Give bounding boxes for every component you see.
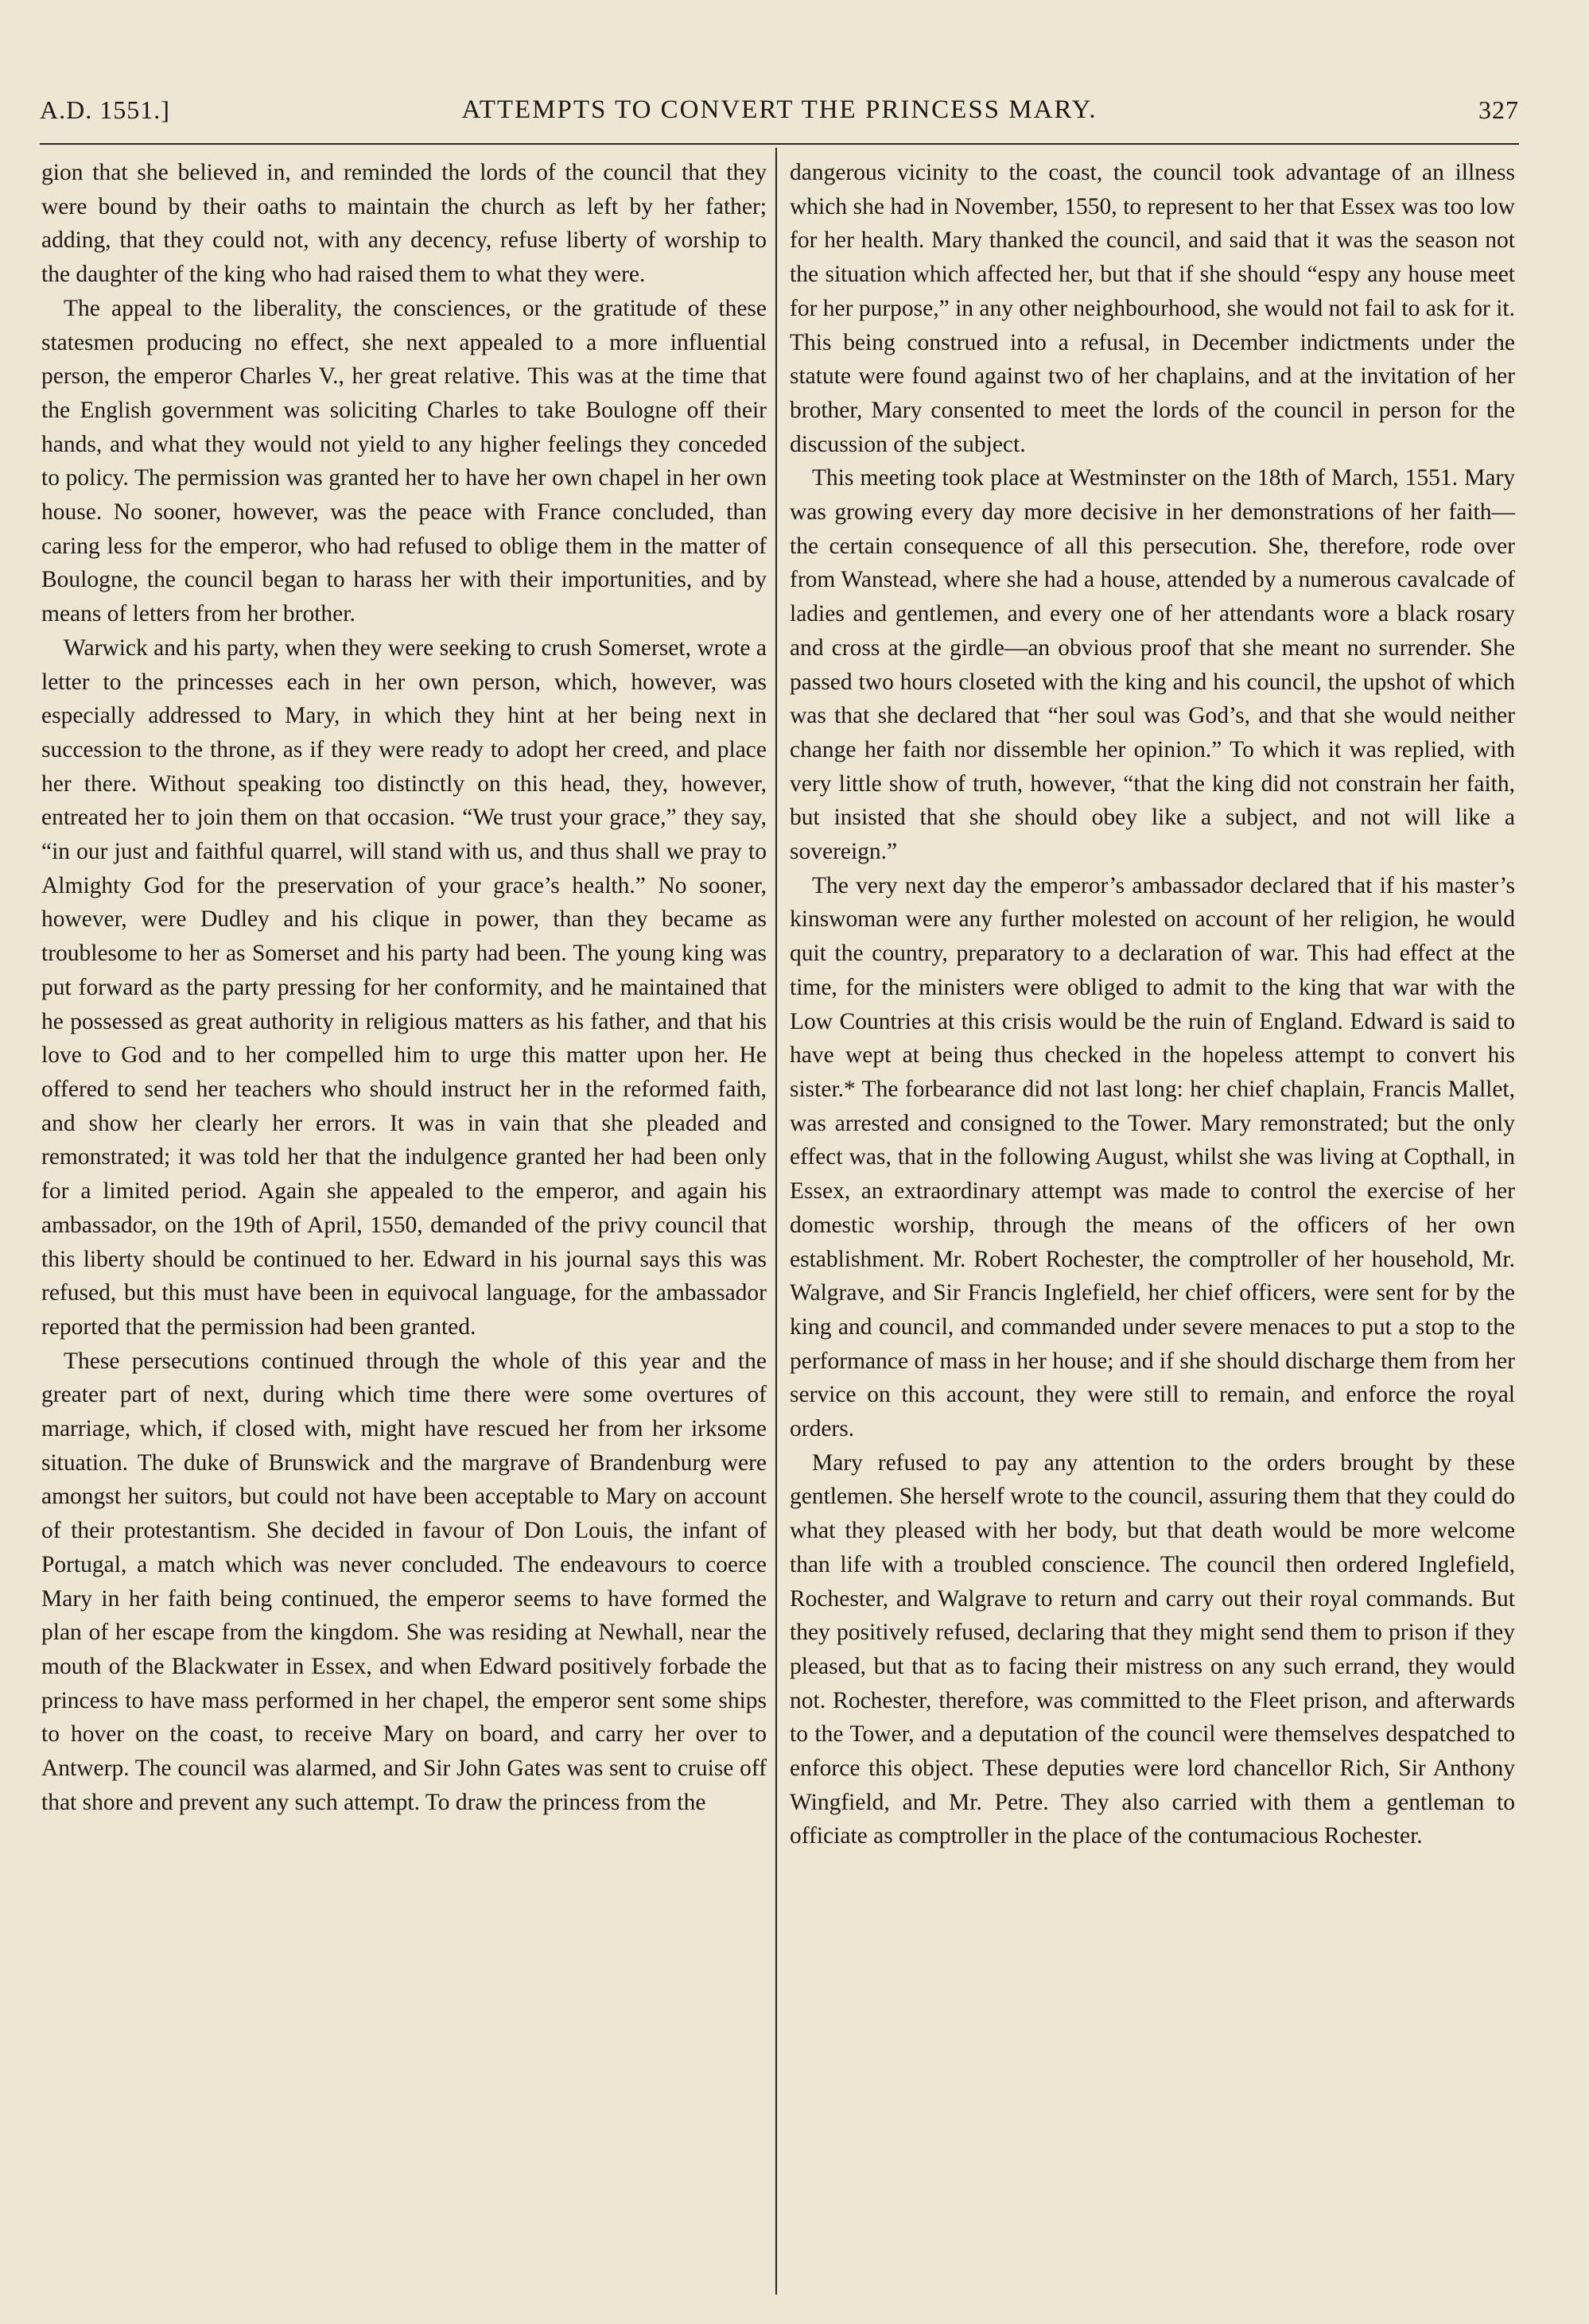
left-column [41,156,767,2303]
page-number: 327 [1478,95,1519,124]
paragraph: This meeting took place at Westminster on the 18th of March, 1551. Mary was growing every day more decisive in her demonstrations of her faith—the certain consequence of all this persecution. She, therefore, rode over from Wanstead, where she had a house, attended by a numerous cavalcade of ladies and gentlemen, and every one of her attendants wore a black rosary and cross at the girdle—an obvious proof that she meant no surrender. She passed two hours closeted with the king and his council, the upshot of which was that she declared that “her soul was God’s, and that she would neither change her faith nor dissemble her opinion.” To which it was replied, with very little show of truth, however, “that the king did not constrain her faith, but insisted that she should obey like a subject, and not will like a sovereign.” [790,465,1515,865]
paragraph: Warwick and his party, when they were seeking to crush Somerset, wrote a letter to the princesses each in her own person, which, however, was especially addressed to Mary, in which they hint at her being next in succession to the throne, as if they were ready to adopt her creed, and place her there. Without speaking too distinctly on this head, they, however, entreated her to join them on that occasion. “We trust your grace,” they say, “in our just and faithful quarrel, will stand with us, and thus shall we pray to Almighty God for the preservation of your grace’s health.” No sooner, however, were Dudley and his clique in power, than they became as troublesome to her as Somerset and his party had been. The young king was put forward as the party pressing for her conformity, and he maintained that he possessed as great authority in religious matters as his father, and that his love to God and to her compelled him to urge this matter upon her. He offered to send her teachers who should instruct her in the reformed faith, and show her clearly her errors. It was in vain that she pleaded and remonstrated; it was told her that the indulgence granted her had been only for a limited period. Again she appealed to the emperor, and again his ambassador, on the 19th of April, 1550, demanded of the privy council that this liberty should be continued to her. Edward in his journal says this was refused, but this must have been in equivocal language, for the ambassador reported that the permission had been granted. [41,634,767,1340]
paragraph: gion that she believed in, and reminded the lords of the council that they were bound by their oaths to maintain the church as left by her father; adding, that they could not, with any decency, refuse liberty of worship to the daughter of the king who had raised them to what they were. [41,160,767,288]
running-head-title: ATTEMPTS TO CONVERT THE PRINCESS MARY. [461,95,1098,124]
column-divider [775,148,777,2295]
paragraph: The very next day the emperor’s ambassador declared that if his master’s kinswoman were any further molested on account of her religion, he would quit the country, preparatory to a declaration of war. This had effect at the time, for the ministers were obliged to admit to the king that war with the Low Countries at this crisis would be the ruin of England. Edward is said to have wept at being thus checked in the hopeless attempt to convert his sister.* The forbearance did not last long: her chief chaplain, Francis Mallet, was arrested and consigned to the Tower. Mary remonstrated; but the only effect was, that in the following August, whilst she was living at Copthall, in Essex, an extraordinary attempt was made to control the exercise of her domestic worship, through the means of the officers of her own establishment. Mr. Robert Rochester, the comptroller of her household, Mr. Walgrave, and Sir Francis Inglefield, her chief officers, were sent for by the king and council, and commanded under severe menaces to put a stop to the performance of mass in her house; and if she should discharge them from her service on this account, they were still to remain, and enforce the royal orders. [790,872,1515,1442]
right-column [790,156,1515,2303]
running-head [40,89,1519,129]
header-rule [40,143,1519,145]
paragraph: The appeal to the liberality, the consciences, or the gratitude of these statesmen producing no effect, she next appealed to a more influential person, the emperor Charles V., her great relative. This was at the time that the English government was soliciting Charles to take Boulogne off their hands, and what they would not yield to any higher feelings they conceded to policy. The permission was granted her to have her own chapel in her own house. No sooner, however, was the peace with France concluded, than caring less for the emperor, who had refused to oblige them in the matter of Boulogne, the council began to harass her with their importunities, and by means of letters from her brother. [41,295,767,627]
running-head-date: A.D. 1551.] [40,95,170,124]
paragraph: These persecutions continued through the whole of this year and the greater part of next, during which time there were some overtures of marriage, which, if closed with, might have rescued her from her irksome situation. The duke of Brunswick and the margrave of Brandenburg were amongst her suitors, but could not have been acceptable to Mary on account of their protestantism. She decided in favour of Don Louis, the infant of Portugal, a match which was never concluded. The endeavours to coerce Mary in her faith being continued, the emperor seems to have formed the plan of her escape from the kingdom. She was residing at Newhall, near the mouth of the Blackwater in Essex, and when Edward positively forbade the princess to have mass performed in her chapel, the emperor sent some ships to hover on the coast, to receive Mary on board, and carry her over to Antwerp. The council was alarmed, and Sir John Gates was sent to cruise off that shore and prevent any such attempt. To draw the princess from the [41,1348,767,1815]
paragraph: Mary refused to pay any attention to the orders brought by these gentlemen. She herself wrote to the council, assuring them that they could do what they pleased with her body, but that death would be more welcome than life with a troubled conscience. The council then ordered Inglefield, Rochester, and Walgrave to return and carry out their royal commands. But they positively refused, declaring that they might send them to prison if they pleased, but that as to facing their mistress on any such errand, they would not. Rochester, therefore, was committed to the Fleet prison, and afterwards to the Tower, and a deputation of the council were themselves despatched to enforce this object. These deputies were lord chancellor Rich, Sir Anthony Wingfield, and Mr. Petre. They also carried with them a gentleman to officiate as comptroller in the place of the contumacious Rochester. [790,1449,1515,1849]
paragraph: dangerous vicinity to the coast, the council took advantage of an illness which she had in November, 1550, to represent to her that Essex was too low for her health. Mary thanked the council, and said that it was the season not the situation which affected her, but that if she should “espy any house meet for her purpose,” in any other neighbourhood, she would not fail to ask for it. This being construed into a refusal, in December indictments under the statute were found against two of her chaplains, and at the invitation of her brother, Mary consented to meet the lords of the council in person for the discussion of the subject. [790,160,1515,457]
